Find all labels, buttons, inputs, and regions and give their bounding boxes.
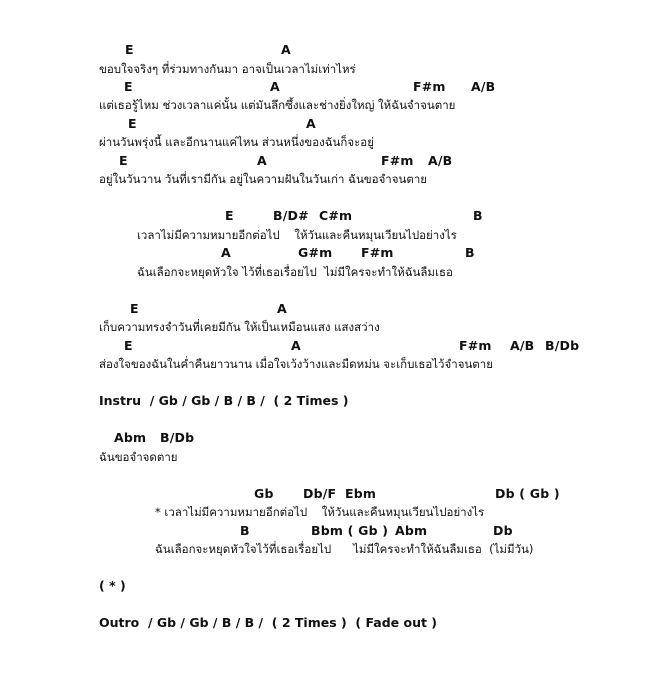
chord: A bbox=[221, 245, 231, 260]
chord: B/D# bbox=[273, 208, 309, 223]
lyric-line: แต่เธอรู้ไหม ช่วงเวลาแค่นั้น แต่มันลึกซึ้งและช่างยิ่งใหญ่ ให้ฉันจำจนตาย bbox=[99, 98, 456, 112]
chord: Abm bbox=[114, 430, 147, 445]
chord: Abm bbox=[395, 523, 428, 538]
chord: Db ( Gb ) bbox=[495, 486, 560, 501]
chord: F#m bbox=[459, 338, 492, 353]
chord: Ebm bbox=[345, 486, 377, 501]
chord: E bbox=[124, 79, 133, 94]
lyric-line: ฉันเลือกจะหยุดหัวใจไว้ที่เธอเรื่อยไป ไม่มีใครจะทำให้ฉันลืมเธอ (ไม่มีวัน) bbox=[155, 542, 534, 556]
lyric-line: ผ่านวันพรุ่งนี้ และอีกนานแค่ไหน ส่วนหนึ่งของฉันก็จะอยู่ bbox=[99, 135, 374, 149]
chord: E bbox=[128, 116, 137, 131]
chord: A bbox=[281, 42, 291, 57]
lyric-line: เก็บความทรงจำวันที่เคยมีกัน ให้เป็นเหมือนแสง แสงสว่าง bbox=[99, 320, 380, 334]
lyric-line: อยู่ในวันวาน วันที่เรามีกัน อยู่ในความฝันในวันเก่า ฉันขอจำจนตาย bbox=[99, 172, 428, 186]
instrumental-line: Instru / Gb / Gb / B / B / ( 2 Times ) bbox=[99, 393, 349, 408]
chord: A/B bbox=[471, 79, 496, 94]
chord: Gb bbox=[254, 486, 274, 501]
lyric-line: ขอบใจจริงๆ ที่ร่วมทางกันมา อาจเป็นเวลาไม่เท่าไหร่ bbox=[99, 62, 356, 76]
chord: A/B bbox=[510, 338, 535, 353]
chord: G#m bbox=[298, 245, 333, 260]
chord: E bbox=[130, 301, 139, 316]
lyric-line: เวลาไม่มีความหมายอีกต่อไป ให้วันและคืนหมุนเวียนไปอย่างไร bbox=[137, 228, 457, 242]
chord: Bbm ( Gb ) bbox=[311, 523, 389, 538]
chord: A/B bbox=[428, 153, 453, 168]
chord: C#m bbox=[319, 208, 353, 223]
chord: E bbox=[225, 208, 234, 223]
chord: Db/F bbox=[303, 486, 337, 501]
lyric-line: ฉันเลือกจะหยุดหัวใจ ไว้ที่เธอเรื่อยไป ไม่มีใครจะทำให้ฉันลืมเธอ bbox=[137, 265, 453, 279]
chord: A bbox=[257, 153, 267, 168]
chord: B bbox=[473, 208, 483, 223]
chord: Db bbox=[493, 523, 513, 538]
chord: F#m bbox=[361, 245, 394, 260]
chord: A bbox=[306, 116, 316, 131]
chord: E bbox=[125, 42, 134, 57]
chord: B/Db bbox=[545, 338, 580, 353]
chord: B/Db bbox=[160, 430, 195, 445]
lyric-line: ส่องใจของฉันในค่ำคืนยาวนาน เมื่อใจเว้งว้างและมืดหม่น จะเก็บเธอไว้จำจนตาย bbox=[99, 357, 493, 371]
chord: A bbox=[270, 79, 280, 94]
chord: E bbox=[124, 338, 133, 353]
chord: B bbox=[465, 245, 475, 260]
lyric-line: * เวลาไม่มีความหมายอีกต่อไป ให้วันและคืนหมุนเวียนไปอย่างไร bbox=[155, 505, 485, 519]
repeat-marker: ( * ) bbox=[99, 578, 126, 593]
chord: F#m bbox=[413, 79, 446, 94]
chord: F#m bbox=[381, 153, 414, 168]
chord: A bbox=[291, 338, 301, 353]
lyric-line: ฉันขอจำจดตาย bbox=[99, 450, 178, 464]
chord: B bbox=[240, 523, 250, 538]
chord: A bbox=[277, 301, 287, 316]
chord: E bbox=[119, 153, 128, 168]
outro-line: Outro / Gb / Gb / B / B / ( 2 Times ) ( Fade out ) bbox=[99, 615, 438, 630]
